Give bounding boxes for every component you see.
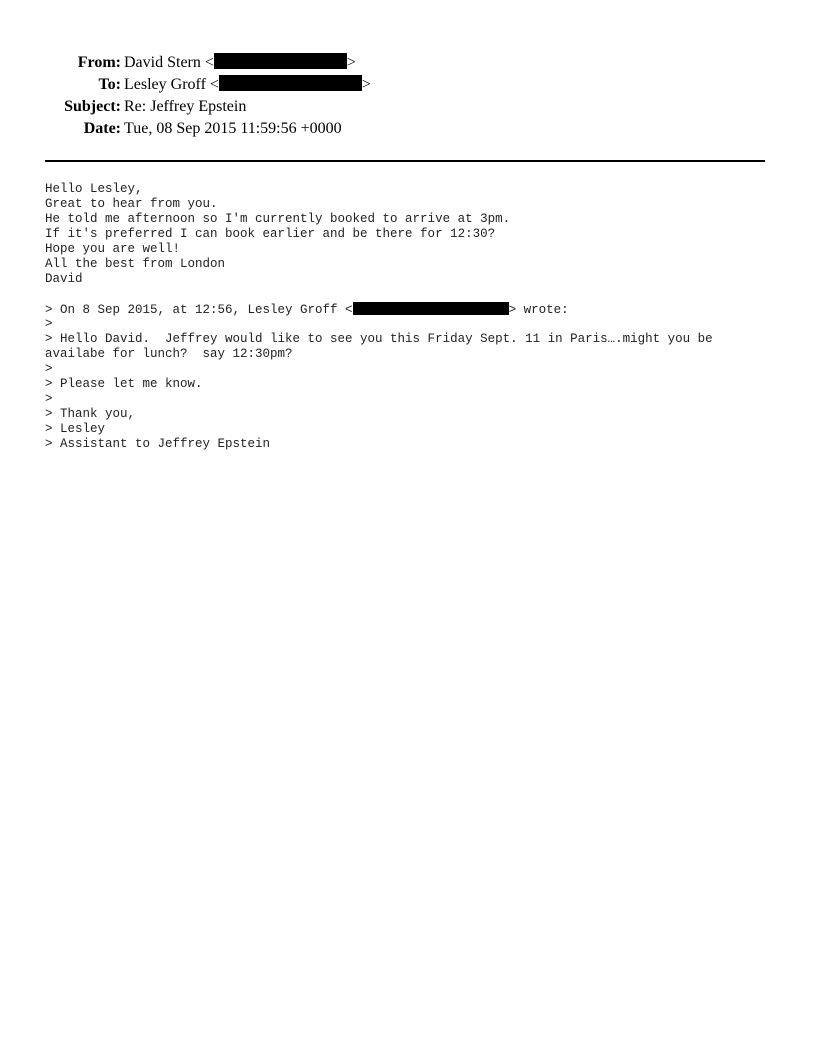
quoted-intro-suffix: > wrote: [508,303,569,317]
quoted-line: > Hello David. Jeffrey would like to see you this Friday Sept. 11 in Paris….might you be [45,332,713,346]
quoted-line: > Please let me know. [45,377,203,391]
reply-line: Great to hear from you. [45,197,218,211]
to-close: > [361,76,371,93]
to-label: To: [98,76,121,93]
to-value [124,74,371,96]
blank-line [45,287,775,302]
reply-line: David [45,272,83,286]
reply-line: Hello Lesley, [45,182,143,196]
quoted-line: > [45,392,53,406]
to-name: Lesley Groff < [124,76,219,93]
redaction-box [353,302,509,315]
date-value: Tue, 08 Sep 2015 11:59:56 +0000 [124,120,342,137]
subject-label: Subject: [64,98,121,115]
quoted-line: > [45,317,53,331]
email-body [45,182,775,452]
subject-value: Re: Jeffrey Epstein [124,98,247,115]
from-close: > [346,54,356,71]
from-name: David Stern < [124,54,214,71]
quoted-line: > Thank you, [45,407,136,421]
quoted-intro-line [45,302,775,317]
quoted-intro-prefix: > On 8 Sep 2015, at 12:56, Lesley Groff < [45,303,353,317]
redaction-box [214,53,347,69]
reply-line: He told me afternoon so I'm currently booked to arrive at 3pm. [45,212,511,226]
header-divider [45,160,765,162]
from-value [124,52,356,74]
quoted-line: availabe for lunch? say 12:30pm? [45,347,293,361]
quoted-line: > [45,362,53,376]
quoted-line: > Assistant to Jeffrey Epstein [45,437,271,451]
date-label: Date: [83,120,121,137]
reply-line: Hope you are well! [45,242,181,256]
redaction-box [219,75,362,91]
reply-line: All the best from London [45,257,226,271]
from-label: From: [77,54,121,71]
reply-line: If it's preferred I can book earlier and be there for 12:30? [45,227,496,241]
quoted-line: > Lesley [45,422,106,436]
